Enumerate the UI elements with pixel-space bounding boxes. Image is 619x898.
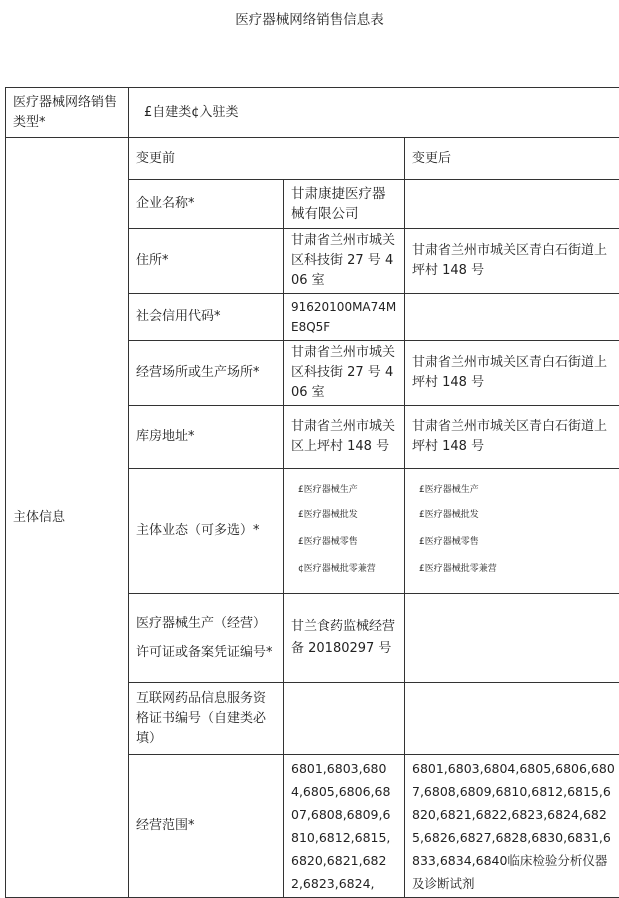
address-before: 甘肃省兰州市城关区科技街 27 号 406 室: [284, 229, 405, 294]
scope-before: 6801,6803,6804,6805,6806,6807,6808,6809,6810,6812,6815,6820,6821,6822,6823,6824,: [284, 755, 405, 898]
scope-label: 经营范围*: [129, 755, 284, 898]
license-label: [129, 594, 284, 683]
type-row: [6, 88, 619, 138]
credit-before: 91620100MA74ME8Q5F: [284, 294, 405, 341]
business-label: 主体业态（可多选）*: [129, 469, 284, 594]
company-label: 企业名称*: [129, 180, 284, 229]
business-before: [284, 469, 405, 594]
warehouse-after: 甘肃省兰州市城关区青白石街道上坪村 148 号: [405, 406, 619, 469]
license-label-line2: 许可证或备案凭证编号*: [136, 643, 277, 663]
warehouse-before: 甘肃省兰州市城关区上坪村 148 号: [284, 406, 405, 469]
internet-before: [284, 683, 405, 755]
business-after-option[interactable]: £医疗器械批零兼营: [419, 556, 617, 583]
section-label: 主体信息: [6, 138, 129, 898]
license-label-line1: 医疗器械生产（经营）: [136, 614, 277, 634]
header-row: [6, 138, 619, 180]
business-before-option[interactable]: ¢医疗器械批零兼营: [298, 556, 398, 583]
license-after: [405, 594, 619, 683]
license-before: 甘兰食药监械经营备 20180297 号: [284, 594, 405, 683]
premises-after: 甘肃省兰州市城关区青白石街道上坪村 148 号: [405, 341, 619, 406]
credit-after: [405, 294, 619, 341]
company-after: [405, 180, 619, 229]
address-after: 甘肃省兰州市城关区青白石街道上坪村 148 号: [405, 229, 619, 294]
warehouse-label: 库房地址*: [129, 406, 284, 469]
business-before-option[interactable]: £医疗器械零售: [298, 529, 398, 556]
business-after: [405, 469, 619, 594]
business-before-option[interactable]: £医疗器械批发: [298, 502, 398, 529]
credit-label: 社会信用代码*: [129, 294, 284, 341]
internet-after: [405, 683, 619, 755]
premises-label: 经营场所或生产场所*: [129, 341, 284, 406]
type-options[interactable]: £自建类¢入驻类: [129, 88, 619, 138]
sales-info-table: [5, 87, 619, 898]
header-before: 变更前: [129, 138, 405, 180]
company-before: 甘肃康捷医疗器械有限公司: [284, 180, 405, 229]
address-label: 住所*: [129, 229, 284, 294]
business-after-option[interactable]: £医疗器械批发: [419, 502, 617, 529]
premises-before: 甘肃省兰州市城关区科技街 27 号 406 室: [284, 341, 405, 406]
header-after: 变更后: [405, 138, 619, 180]
scope-after: 6801,6803,6804,6805,6806,6807,6808,6809,6810,6812,6815,6820,6821,6822,6823,6824,6825,6826,6827,6828,6830,6831,6833,6834,6840临床检验分析仪器及诊断试剂: [405, 755, 619, 898]
business-before-option[interactable]: £医疗器械生产: [298, 480, 398, 502]
page-title: 医疗器械网络销售信息表: [0, 8, 619, 28]
business-after-option[interactable]: £医疗器械零售: [419, 529, 617, 556]
type-label: 医疗器械网络销售类型*: [6, 88, 129, 138]
business-after-option[interactable]: £医疗器械生产: [419, 480, 617, 502]
internet-label: 互联网药品信息服务资格证书编号（自建类必填）: [129, 683, 284, 755]
